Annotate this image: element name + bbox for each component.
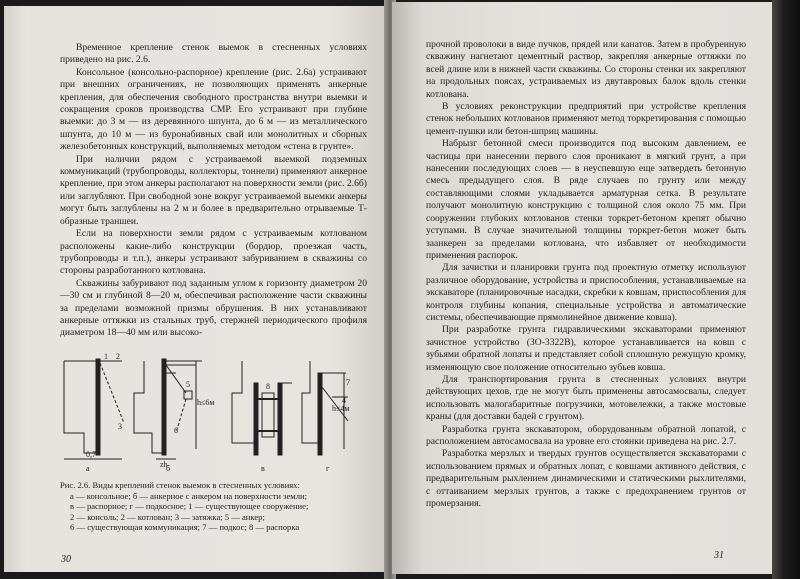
paragraph: Разработка грунта экскаватором, оборудованным обратной лопатой, с расположением автосамосвала на уровне его стоянки приведена на рис. 2.7. xyxy=(426,423,746,447)
book-edge xyxy=(772,0,800,579)
dim-label: h≤6м xyxy=(197,398,215,407)
paragraph: Для транспортирования грунта в стесненных условиях внутри действующих цехов, где не могут быть применены автосамосвалы, следует использовать малогабаритные погрузчики, мотовележки, а также мостовые краны (для доставки бадей с грунтом). xyxy=(426,373,746,423)
paragraph: Консольное (консольно-распорное) крепление (рис. 2.6а) устраивают при внешних ограничениях, не позволяющих применять анкерные крепления, для обеспечения свободного пространства внутри выемки и сокращения сроков производства СМР. Его устраивают при глубине выемки: до 3 м — из деревянного шпунта, до 6 м — из металлического шпунта, до 10 м — из буронабивных свай или монолитных и сборных железобетонных конструкций, выполняемых методом «стена в грунте». xyxy=(60,66,367,153)
part-number: 8 xyxy=(266,382,270,391)
paragraph: Для зачистки и планировки грунта под проектную отметку используют различное оборудование, устройства и приспособления, устанавливаемые на экскаваторе (планировочные насадки, скребки к ковшам, приспособления для контроля глубины копания, специальные устройства и автоматические системы, обеспечивающие прямолинейное движение ковша). xyxy=(426,262,746,323)
paragraph: При разработке грунта гидравлическими экскаваторами применяют зачистное устройство (ЗО-3322В), которое устанавливается на ковш с зубьями обратной лопаты и представляет собой сплошную режущую кромку, изменяющую свое положение относительно зубьев ковша. xyxy=(426,324,746,373)
label-g: г xyxy=(326,464,330,473)
dim-label: h≤4м xyxy=(332,404,350,413)
part-number: 6 xyxy=(174,426,178,435)
caption-line: 6 — существующая коммуникация; 7 — подкос; 8 — распорка xyxy=(70,522,300,533)
page-number: 31 xyxy=(714,550,724,561)
figure-caption xyxy=(60,480,367,533)
left-page-text xyxy=(60,42,367,340)
caption-line: в — распорное; г — подкосное; 1 — существующее сооружение; xyxy=(70,501,309,512)
paragraph: В условиях реконструкции предприятий при устройстве крепления стенок небольших котлованов применяют метод торкретирования с помощью цемент-пушки или бетон-шприц машины. xyxy=(426,101,746,137)
right-page-text xyxy=(426,39,746,510)
part-number: 3 xyxy=(118,422,122,431)
part-number: 2 xyxy=(116,353,120,361)
left-page xyxy=(4,6,389,572)
caption-line: 2 — консоль; 2 — котлован; 3 — затяжка; 5 — анкер; xyxy=(70,511,265,522)
label-v: в xyxy=(261,464,265,473)
paragraph: Если на поверхности земли рядом с устраиваемым котлованом расположены какие-либо конструкции (бордюр, проезжая часть, трубопроводы и т.п.), анкеры устраивают забуриванием в скважины со стороны разработанного котлована. xyxy=(60,228,367,277)
part-number: 5 xyxy=(186,380,190,389)
excavation-bracing-figure xyxy=(56,353,356,473)
paragraph: Разработка мерзлых и твердых грунтов осуществляется экскаваторами с использованием прямых и обратных лопат, с ковшами активного действия, с предварительным рыхлением динамическими и статическими рыхлителями, с оттаиванием мерзлых грунтов, а также с предохранением грунтов от промерзания. xyxy=(426,448,746,510)
paragraph: При наличии рядом с устраиваемой выемкой подземных коммуникаций (трубопроводы, коллекторы, тоннели) применяют анкерное крепление, при этом анкеры располагают на поверхности земли (рис. 2.6б) или заглубляют. При свободной зоне вокруг устраиваемой выемки анкеры могут быть заглублены на 2 м и более в предварительно отрываемые Т-образные траншеи. xyxy=(60,153,367,227)
paragraph: Временное крепление стенок выемок в стесненных условиях приведено на рис. 2.6. xyxy=(60,42,367,66)
caption-title: Рис. 2.6. Виды креплений стенок выемок в стесненных условиях: xyxy=(60,480,300,490)
paragraph: Набрызг бетонной смеси производится под высоким давлением, ее частицы при нанесении первого слоя проникают в мягкий грунт, а при нанесении последующих слоев — в неуспевшую еще затвердеть бетонную смесь предыдущего слоя. В ряде случаев по грунту или между составляющими слоями укладывается арматурная сетка. В результате получают монолитную конструкцию с толщиной слоя около 75 мм. При сооружении глубоких котлованов стенки торкрет-бетоном крепят обычно уступами. В случае значительной толщины торкрет-бетон может быть заанкерен за пределами котлована, что избавляет от необходимости применения распорок. xyxy=(426,138,746,261)
part-number: 4 xyxy=(342,396,346,405)
dim-label: zh xyxy=(160,460,168,469)
right-page xyxy=(392,2,772,574)
label-a: а xyxy=(86,464,90,473)
part-number: 7 xyxy=(346,378,350,387)
page-number: 30 xyxy=(61,554,71,565)
paragraph: Скважины забуривают под заданным углом к горизонту диаметром 20—30 см и глубиной 8—20 м, обеспечивая расположение части скважины за пределами возможной призмы обрушения. В них устанавливают анкерные оттяжки из стальных труб, стержней периодического профиля диаметром 18—40 мм или высоко- xyxy=(60,277,367,339)
paragraph: прочной проволоки в виде пучков, прядей или канатов. Затем в пробуренную скважину нагнетают цементный раствор, закрепляя анкерные оттяжки по всей длине или в нижней части скважины. Со стороны стенки их закрепляют на продольных поясах, устраиваемых из двутавровых балок вдоль стенки котлована. xyxy=(426,39,746,100)
part-number: 1 xyxy=(104,353,108,361)
dim-label: 0,7 xyxy=(86,450,96,459)
caption-line: а — консольное; б — анкерное с анкером на поверхности земли; xyxy=(70,490,307,501)
label-b: б xyxy=(166,464,171,473)
